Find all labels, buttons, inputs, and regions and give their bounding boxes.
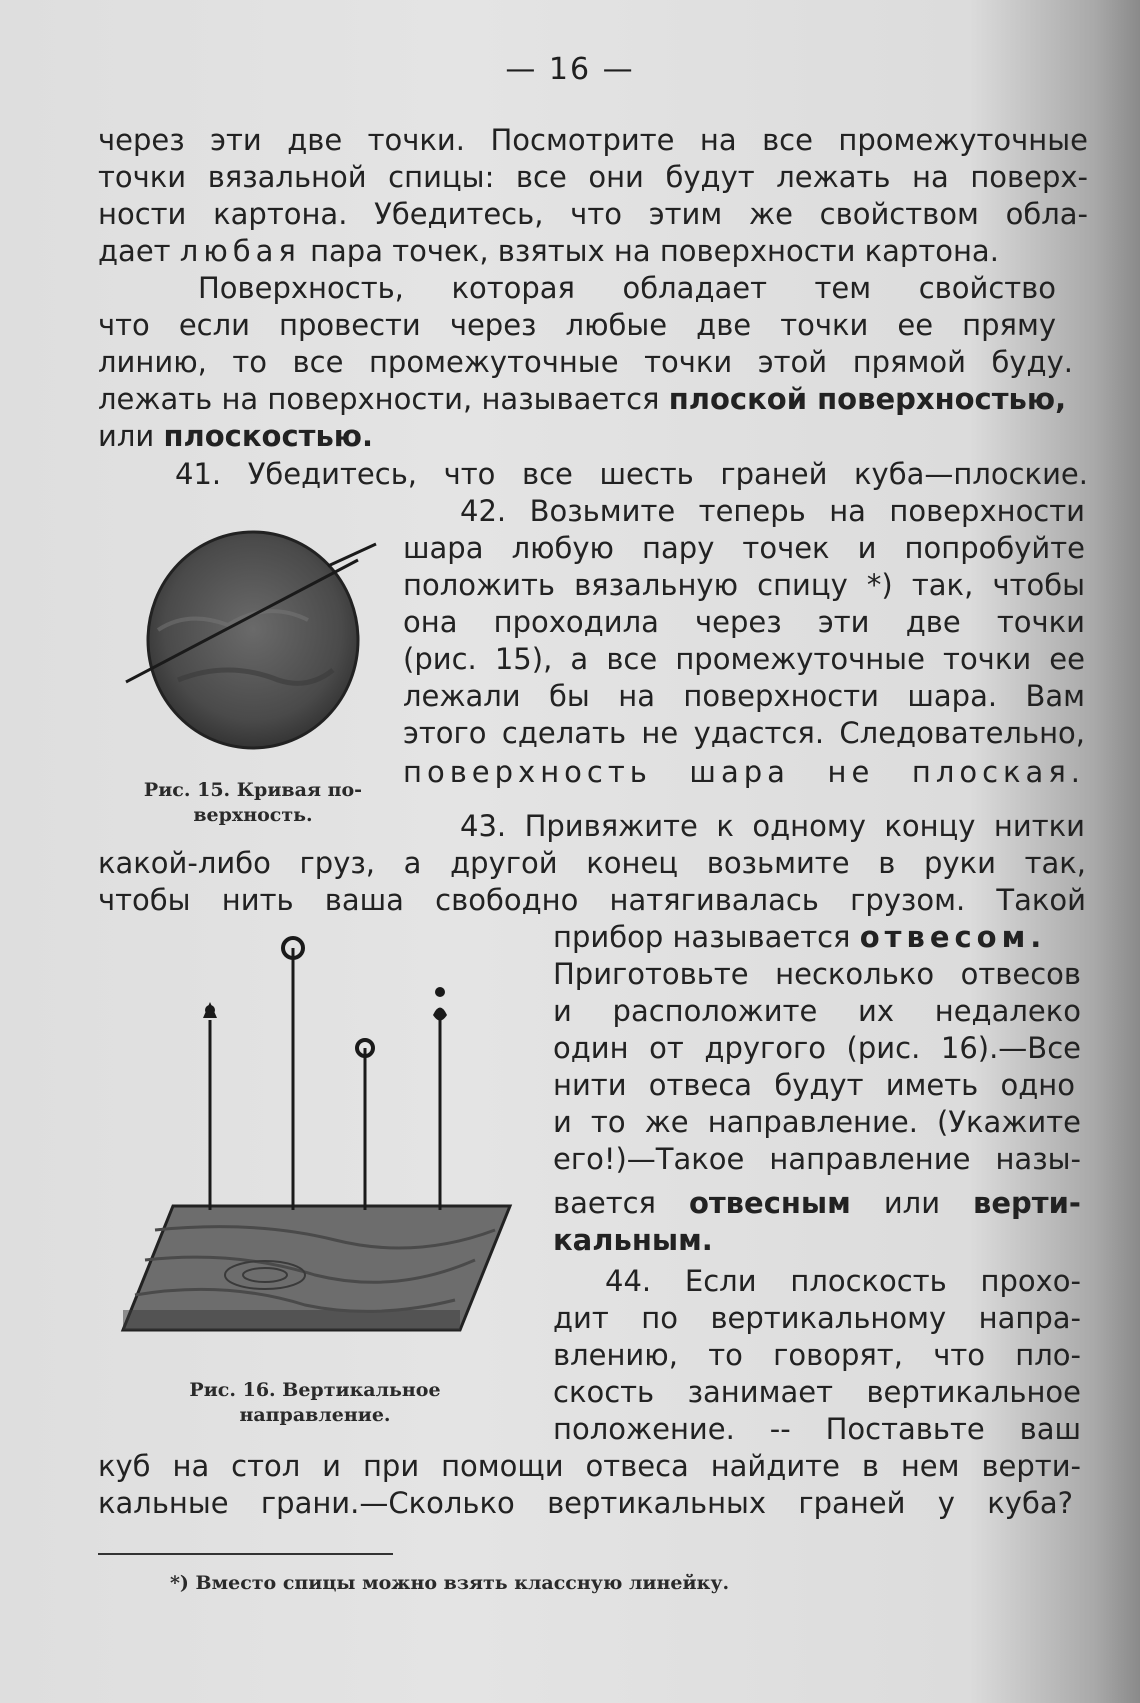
caption-line: верхность. <box>193 804 313 826</box>
footnote-rule <box>98 1553 393 1555</box>
text-span: лежать на поверхности, называется <box>98 382 660 416</box>
text-line: Приготовьте несколько отвесов <box>553 957 1081 991</box>
text-line: положить вязальную спицу *) так, чтобы <box>403 568 1085 602</box>
plumb-lines-figure <box>115 930 525 1340</box>
text-line: шара любую пару точек и попробуйте <box>403 531 1085 565</box>
term-bold: кальным. <box>553 1223 713 1257</box>
text-span: или <box>98 419 155 453</box>
text-line: линию, то все промежуточные точки этой прямой буду. <box>98 345 1073 379</box>
text-line <box>98 381 1066 418</box>
text-span: вается <box>553 1186 656 1220</box>
section-41: 41. Убедитесь, что все шесть граней куба—плоские. <box>175 457 1088 491</box>
page-number: — 16 — <box>505 52 635 87</box>
section-44: 44. Если плоскость прохо- <box>605 1264 1081 1298</box>
text-line: влению, то говорят, что пло- <box>553 1338 1081 1372</box>
term-bold: отвесным <box>688 1186 851 1220</box>
emphasis-spaced: любая <box>179 234 301 268</box>
text-line: положение. -- Поставьте ваш <box>553 1412 1081 1446</box>
text-line: чтобы нить ваша свободно натягивалась грузом. Такой <box>98 883 1086 917</box>
text-line: что если провести через любые две точки ее пряму <box>98 308 1056 342</box>
term-bold: верти- <box>973 1186 1081 1220</box>
text-span: или <box>883 1186 941 1220</box>
text-line: этого сделать не удастся. Следовательно, <box>403 716 1085 750</box>
text-line: куб на стол и при помощи отвеса найдите в нем верти- <box>98 1449 1081 1483</box>
section-43: 43. Привяжите к одному концу нитки <box>460 809 1085 843</box>
text-line <box>553 1185 1081 1222</box>
text-line: она проходила через эти две точки <box>403 605 1085 639</box>
term-bold: плоской поверхностью, <box>668 382 1067 416</box>
text-line: нити отвеса будут иметь одно <box>553 1068 1075 1102</box>
text-line: кальные грани.—Сколько вертикальных граней у куба? <box>98 1486 1073 1520</box>
figure-15-caption <box>118 778 388 828</box>
text-line: и то же направление. (Укажите <box>553 1105 1081 1139</box>
emphasis-spaced: поверхность шара не плоская. <box>403 755 1085 789</box>
footnote: *) Вместо спицы можно взять классную линейку. <box>170 1572 730 1594</box>
text-line: через эти две точки. Посмотрите на все промежуточные <box>98 123 1088 157</box>
caption-line: направление. <box>239 1404 391 1426</box>
term-bold: отвесом. <box>859 920 1047 954</box>
text-line: точки вязальной спицы: все они будут лежать на поверх- <box>98 160 1088 194</box>
text-span: прибор называется <box>553 920 851 954</box>
text-line: какой-либо груз, а другой конец возьмите в руки так, <box>98 846 1086 880</box>
text-span: дает <box>98 234 171 268</box>
caption-line: Рис. 16. Вертикальное <box>189 1379 441 1401</box>
text-line: дит по вертикальному напра- <box>553 1301 1081 1335</box>
caption-line: Рис. 15. Кривая по- <box>143 779 363 801</box>
term-bold: плоскостью. <box>163 419 373 453</box>
text-line: ности картона. Убедитесь, что этим же свойством обла- <box>98 197 1088 231</box>
sphere-figure <box>118 530 388 760</box>
text-line: и расположите их недалеко <box>553 994 1081 1028</box>
text-line: один от другого (рис. 16).—Все <box>553 1031 1081 1065</box>
text-line: скость занимает вертикальное <box>553 1375 1081 1409</box>
section-42: 42. Возьмите теперь на поверхности <box>460 494 1085 528</box>
figure-16-caption <box>150 1378 480 1428</box>
text-line: (рис. 15), а все промежуточные точки ее <box>403 642 1085 676</box>
text-line <box>98 418 373 455</box>
text-line <box>98 233 999 270</box>
text-span: пара точек, взятых на поверхности картона. <box>310 234 999 268</box>
text-line: лежали бы на поверхности шара. Вам <box>403 679 1085 713</box>
text-line: его!)—Такое направление назы- <box>553 1142 1081 1176</box>
text-line: Поверхность, которая обладает тем свойство <box>198 271 1056 305</box>
text-line <box>553 919 1046 956</box>
